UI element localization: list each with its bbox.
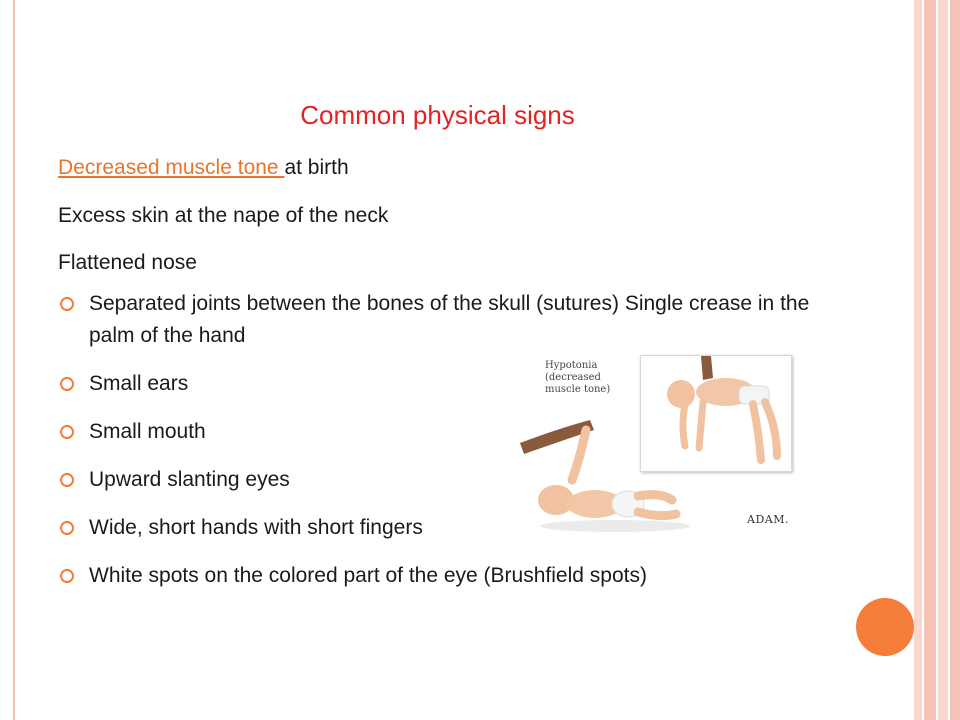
hypotonia-illustration bbox=[520, 348, 815, 538]
muscle-tone-link[interactable]: Decreased muscle tone bbox=[58, 156, 285, 179]
bullet-circle-icon bbox=[60, 473, 74, 487]
bullet-circle-icon bbox=[60, 569, 74, 583]
text-line-flattened-nose: Flattened nose bbox=[58, 251, 197, 274]
decorative-side-bars bbox=[914, 0, 960, 720]
adam-brand-logo: ADAM. bbox=[747, 513, 789, 526]
lying-infant-image bbox=[520, 408, 720, 538]
bullet-circle-icon bbox=[60, 297, 74, 311]
bullet-circle-icon bbox=[60, 425, 74, 439]
list-item-text: Small mouth bbox=[89, 420, 206, 443]
list-item-text: Wide, short hands with short fingers bbox=[89, 516, 423, 539]
text-line-muscle-tone bbox=[58, 156, 349, 180]
list-item-text: Small ears bbox=[89, 372, 189, 395]
list-item bbox=[58, 288, 849, 352]
slide-title: Common physical signs bbox=[300, 100, 575, 130]
text-line-excess-skin: Excess skin at the nape of the neck bbox=[58, 204, 389, 227]
list-item-text: Upward slanting eyes bbox=[89, 468, 290, 491]
list-item-text: White spots on the colored part of the eye (Brushfield spots) bbox=[89, 564, 647, 587]
illustration-caption: Hypotonia (decreased muscle tone) bbox=[545, 360, 611, 395]
bullet-circle-icon bbox=[60, 521, 74, 535]
muscle-tone-rest: at birth bbox=[284, 156, 349, 179]
list-item bbox=[58, 560, 878, 592]
bullet-circle-icon bbox=[60, 377, 74, 391]
list-item-text: Separated joints between the bones of the skull (sutures) Single crease in the palm of the hand bbox=[89, 292, 810, 347]
